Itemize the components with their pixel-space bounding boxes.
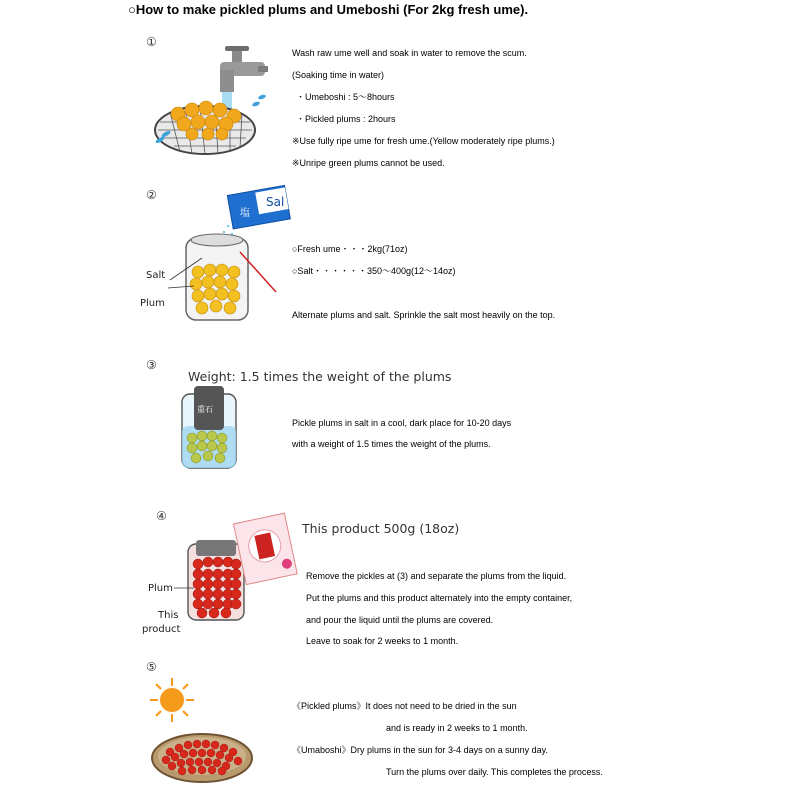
step-5-number: ⑤	[146, 660, 157, 674]
step-4-heading: This product 500g (18oz)	[302, 521, 460, 536]
product-label-line-2: product	[142, 624, 181, 635]
step-1-line-2: (Soaking time in water)	[292, 70, 385, 80]
step-1-line-5: ※Use fully ripe ume for fresh ume.(Yellow moderately ripe plums.)	[292, 136, 555, 146]
red-plum-jar-illustration	[180, 512, 300, 622]
salt-box-kanji: 塩	[240, 208, 250, 219]
jar-plums	[187, 431, 227, 463]
salt-box-label: Sal	[266, 195, 285, 209]
step-2-line-2: ○Salt・・・・・・350〜400g(12〜14oz)	[292, 266, 456, 276]
step-5-line-4: Turn the plums over daily. This completes the process.	[386, 767, 603, 777]
step-2-line-1: ○Fresh ume・・・2kg(71oz)	[292, 244, 408, 254]
step-5-line-2: and is ready in 2 weeks to 1 month.	[386, 723, 528, 733]
step-1-line-3: ・Umeboshi : 5〜8hours	[296, 92, 395, 102]
step-4-line-4: Leave to soak for 2 weeks to 1 month.	[306, 636, 459, 646]
weighted-jar-illustration	[180, 386, 240, 470]
salt-label: Salt	[146, 270, 166, 281]
step-3-line-1: Pickle plums in salt in a cool, dark place for 10-20 days	[292, 418, 512, 428]
product-label-line-1: This	[158, 610, 179, 621]
step-1-line-4: ・Pickled plums : 2hours	[296, 114, 396, 124]
sun-icon	[150, 678, 194, 722]
step-5-line-3: 《Umaboshi》Dry plums in the sun for 3-4 days on a sunny day.	[292, 745, 548, 755]
jar-lid	[196, 540, 236, 556]
step-2-line-3: Alternate plums and salt. Sprinkle the salt most heavily on the top.	[292, 310, 556, 320]
step-1-number: ①	[146, 35, 157, 49]
step-3-heading: Weight: 1.5 times the weight of the plums	[188, 369, 452, 384]
plum-label: Plum	[148, 583, 173, 594]
step-5-line-1: 《Pickled plums》It does not need to be dried in the sun	[292, 701, 517, 711]
step-3-line-2: with a weight of 1.5 times the weight of the plums.	[292, 439, 491, 449]
sun-drying-illustration	[150, 678, 260, 788]
wash-ume-illustration	[150, 42, 280, 152]
weight-stone-kanji: 重石	[197, 405, 213, 414]
step-3-number: ③	[146, 358, 157, 372]
step-4-line-1: Remove the pickles at (3) and separate the plums from the liquid.	[306, 571, 567, 581]
faucet-handle	[232, 50, 242, 64]
step-2-number: ②	[146, 188, 157, 202]
step-4-number: ④	[156, 509, 167, 523]
page-title: ○How to make pickled plums and Umeboshi (For 2kg fresh ume).	[128, 2, 529, 17]
plum-label: Plum	[140, 298, 165, 309]
step-4-line-3: and pour the liquid until the plums are covered.	[306, 615, 494, 625]
step-4-line-2: Put the plums and this product alternately into the empty container,	[306, 593, 573, 603]
step-1-line-1: Wash raw ume well and soak in water to remove the scum.	[292, 48, 527, 58]
step-1-line-6: ※Unripe green plums cannot be used.	[292, 158, 445, 168]
